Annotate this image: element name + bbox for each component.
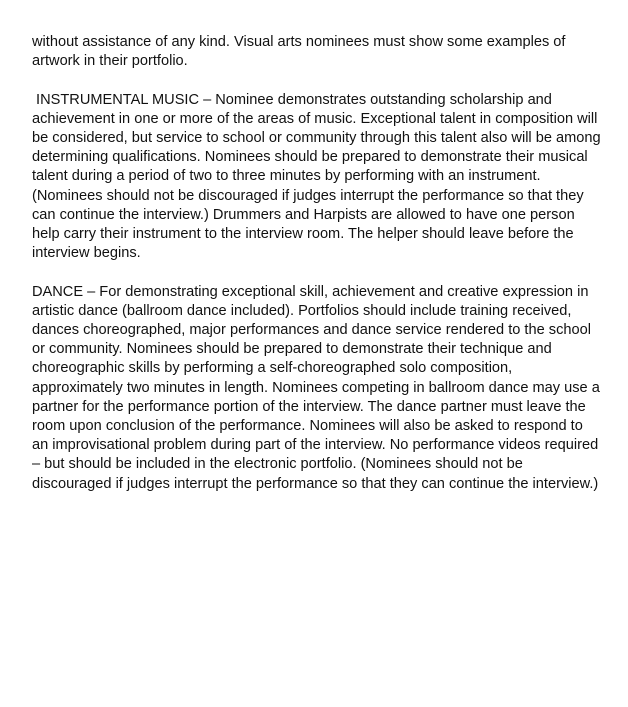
paragraph-spacer: [32, 71, 607, 90]
text-line: – but should be included in the electronic portfolio. (Nominees should not be: [32, 456, 523, 473]
text-line: can continue the interview.) Drummers and Harpists are allowed to have one person: [32, 206, 575, 223]
text-line: determining qualifications. Nominees should be prepared to demonstrate their musical: [32, 149, 588, 166]
text-line: DANCE – For demonstrating exceptional skill, achievement and creative expression in: [32, 283, 589, 300]
text-line: approximately two minutes in length. Nominees competing in ballroom dance may use a: [32, 379, 600, 396]
text-line: INSTRUMENTAL MUSIC – Nominee demonstrates outstanding scholarship and: [32, 91, 552, 108]
paragraph-intro-tail: [32, 33, 607, 71]
document-page: [32, 33, 607, 494]
text-line: partner for the performance portion of the interview. The dance partner must leave the: [32, 398, 586, 415]
paragraph-dance: [32, 283, 607, 494]
text-line: talent during a period of two to three minutes by performing with an instrument.: [32, 168, 541, 185]
text-line: help carry their instrument to the interview room. The helper should leave before the: [32, 226, 574, 243]
text-line: or community. Nominees should be prepared to demonstrate their technique and: [32, 341, 552, 358]
text-line: choreographic skills by performing a self-choreographed solo composition,: [32, 360, 513, 377]
text-line: be considered, but service to school or community through this talent also will be among: [32, 130, 601, 146]
text-line: without assistance of any kind. Visual arts nominees must show some examples of: [32, 34, 566, 50]
text-line: room upon conclusion of the performance. Nominees will also be asked to respond to: [32, 418, 583, 435]
text-line: discouraged if judges interrupt the performance so that they can continue the interview.): [32, 475, 599, 492]
text-line: dances choreographed, major performances and dance service rendered to the school: [32, 322, 591, 339]
text-line: achievement in one or more of the areas of music. Exceptional talent in composition will: [32, 110, 598, 127]
text-line: artistic dance (ballroom dance included). Portfolios should include training received,: [32, 302, 572, 319]
paragraph-instrumental-music: [32, 91, 607, 264]
paragraph-spacer: [32, 263, 607, 282]
text-line: artwork in their portfolio.: [32, 53, 188, 70]
text-line: (Nominees should not be discouraged if judges interrupt the performance so that they: [32, 187, 584, 204]
text-line: an improvisational problem during part of the interview. No performance videos required: [32, 437, 599, 454]
text-line: interview begins.: [32, 245, 141, 262]
